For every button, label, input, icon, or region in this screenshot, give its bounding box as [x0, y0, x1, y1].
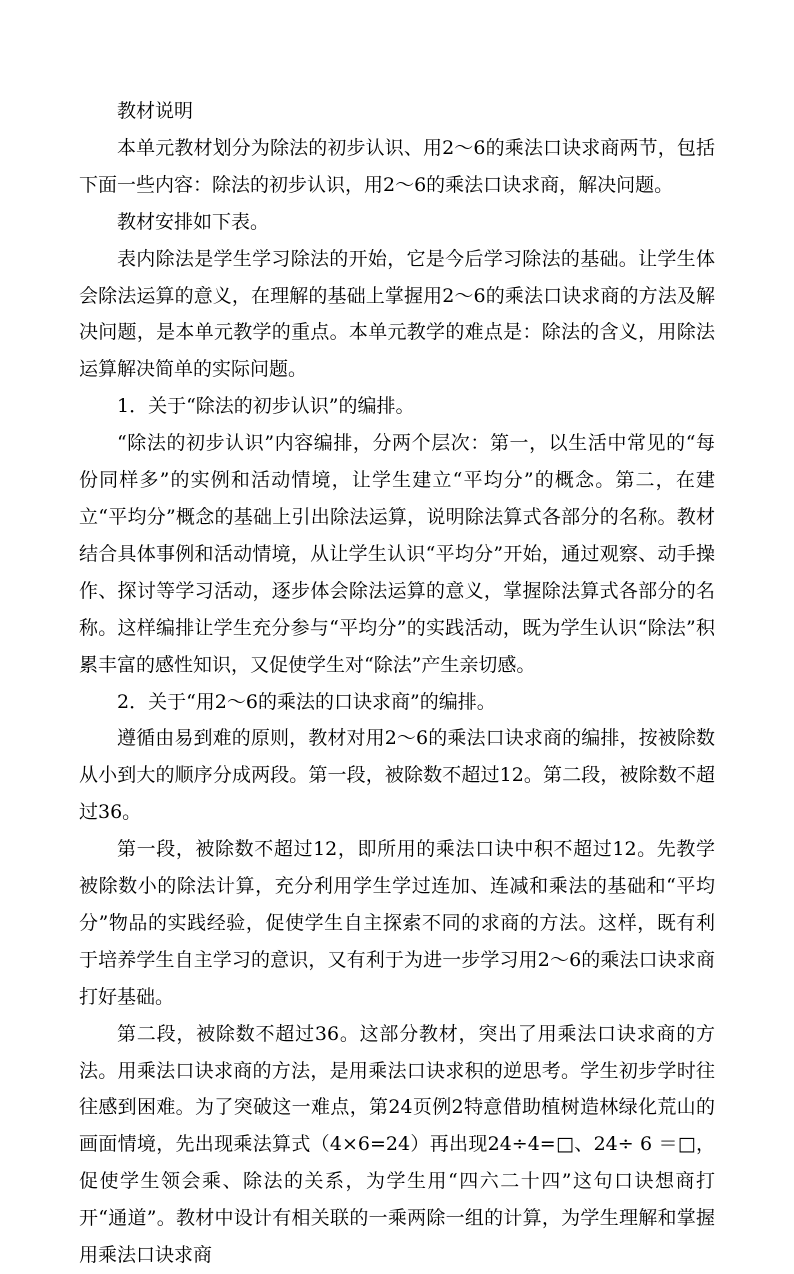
document-body: [79, 93, 715, 1274]
section-title: 教材说明: [117, 100, 194, 122]
paragraph-arrangement: 教材安排如下表。: [117, 210, 270, 233]
subheading-2: 2．关于“用2～6的乘法的口诀求商”的编排。: [117, 690, 496, 713]
paragraph-stage-one: 第一段，被除数不超过12，即所用的乘法口诀中积不超过12。先教学被除数小的除法计算，充分利用学生学过连加、连减和乘法的基础和“平均分”物品的实践经验，促使学生自主探索不同的求商的方法。这样，既有利于培养学生自主学习的意识，又有利于为进一步学习用2～6的乘法口诀求商打好基础。: [79, 838, 715, 1008]
paragraph-order: 遵循由易到难的原则，教材对用2～6的乘法口诀求商的编排，按被除数从小到大的顺序分成两段。第一段，被除数不超过12。第二段，被除数不超过36。: [79, 727, 715, 824]
paragraph-stage-two: 第二段，被除数不超过36。这部分教材，突出了用乘法口诀求商的方法。用乘法口诀求商的方法，是用乘法口诀求积的逆思考。学生初步学时往往感到困难。为了突破这一难点，第24页例2特意借助植树造林绿化荒山的画面情境，先出现乘法算式（4×6=24）再出现24÷4=□、24÷ 6 ＝□，促使学生领会乘、除法的关系，为学生用“四六二十四”这句口诀想商打开“通道”。教材中设计有相关联的一乘两除一组的计算，为学生理解和掌握用乘法口诀求商: [79, 1022, 715, 1267]
paragraph-key-points: 表内除法是学生学习除法的开始，它是今后学习除法的基础。让学生体会除法运算的意义，在理解的基础上掌握用2～6的乘法口诀求商的方法及解决问题，是本单元教学的重点。本单元教学的难点是：除法的含义，用除法运算解决简单的实际问题。: [79, 247, 715, 381]
subheading-1: 1．关于“除法的初步认识”的编排。: [117, 395, 415, 418]
paragraph-division-intro: “除法的初步认识”内容编排，分两个层次：第一，以生活中常见的“每份同样多”的实例和活动情境，让学生建立“平均分”的概念。第二，在建立“平均分”概念的基础上引出除法运算，说明除法算式各部分的名称。教材结合具体事例和活动情境，从让学生认识“平均分”开始，通过观察、动手操作、探讨等学习活动，逐步体会除法运算的意义，掌握除法算式各部分的名称。这样编排让学生充分参与“平均分”的实践活动，既为学生认识“除法”积累丰富的感性知识，又促使学生对“除法”产生亲切感。: [79, 432, 715, 676]
paragraph-intro: 本单元教材划分为除法的初步认识、用2～6的乘法口诀求商两节，包括下面一些内容：除法的初步认识，用2～6的乘法口诀求商，解决问题。: [79, 136, 715, 196]
